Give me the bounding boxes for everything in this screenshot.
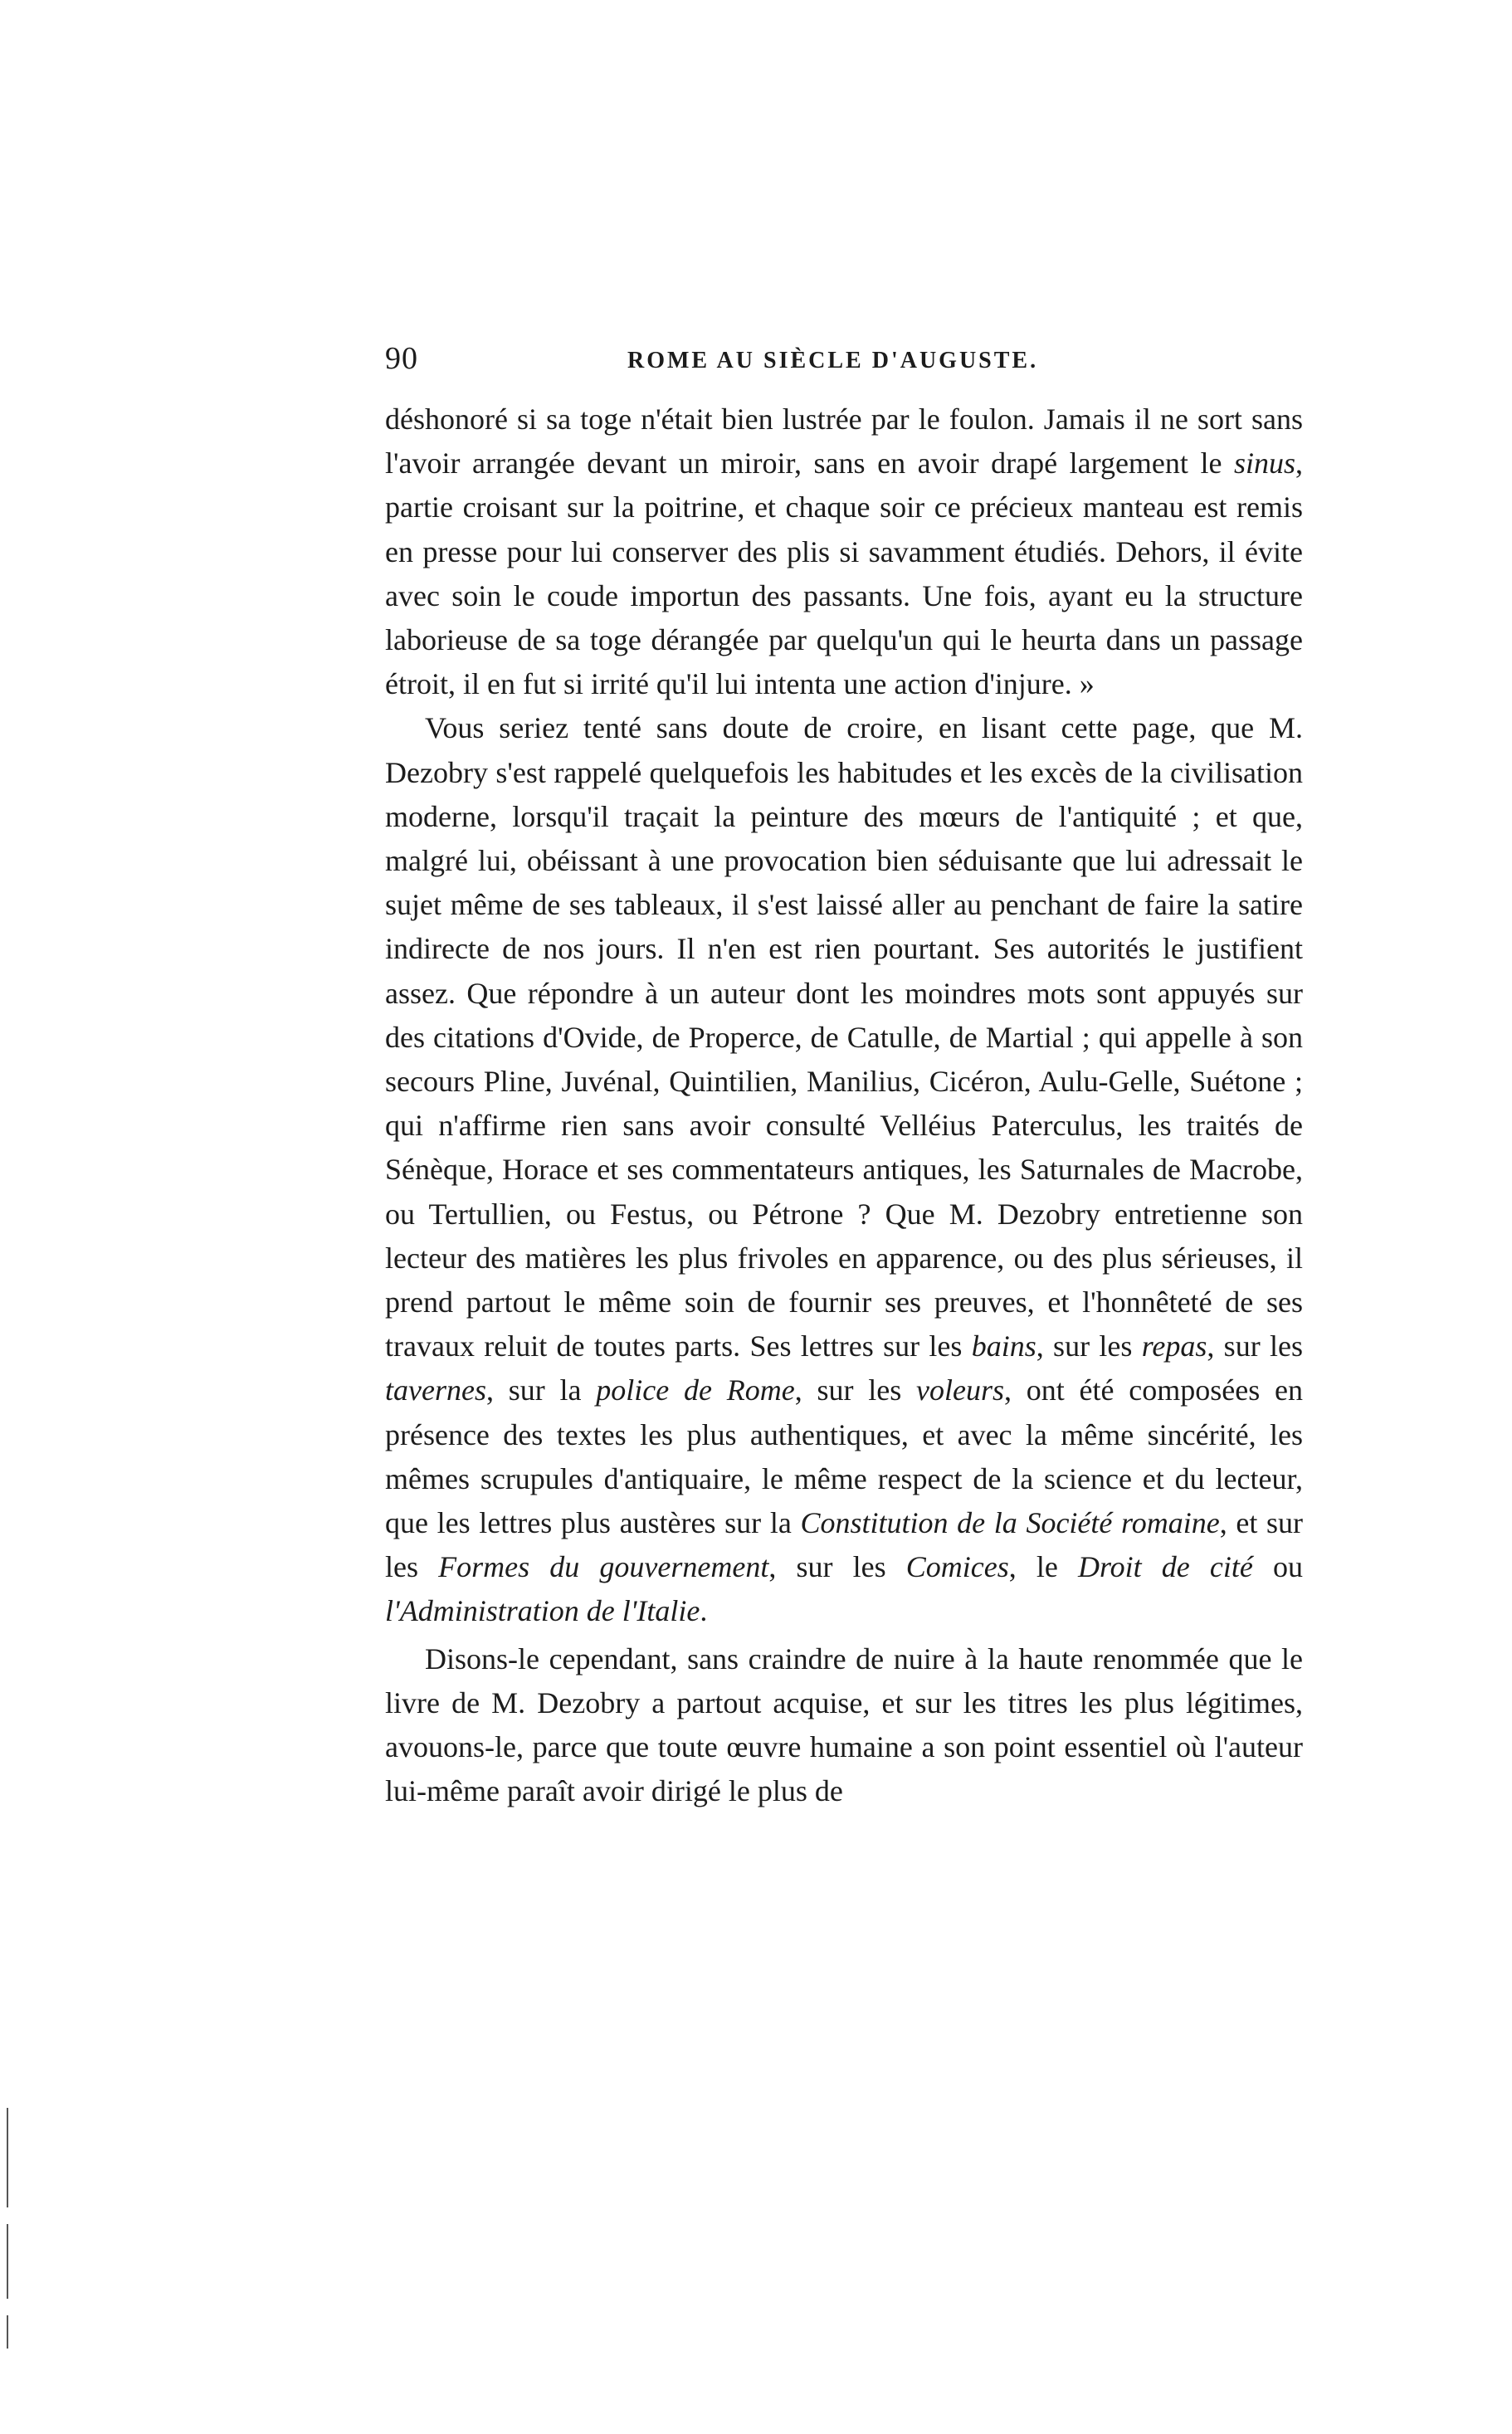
page-number: 90 — [385, 341, 418, 376]
text-run: , sur les — [1207, 1329, 1303, 1363]
text-run: déshonoré si sa toge n'était bien lustrée par le foulon. Jamais il ne sort sans l'avoir arrangée devant un miroir, sans en avoir drapé largement le — [385, 402, 1303, 480]
paragraph — [385, 706, 1303, 1633]
italic-text: l'Administration de l'Italie — [385, 1594, 700, 1628]
text-run: , le — [1008, 1550, 1078, 1584]
italic-text: bains — [971, 1329, 1036, 1363]
italic-text: police de Rome — [596, 1373, 795, 1407]
text-run: ou — [1252, 1550, 1304, 1584]
text-run: Vous seriez tenté sans doute de croire, en lisant cette page, que M. Dezobry s'est rappelé quelquefois les habitudes et les excès de la civilisation moderne, lorsqu'il traçait la peinture des mœurs de l'antiquité ; et que, malgré lui, obéissant à une provocation bien séduisante que lui adressait le sujet même de ses tableaux, il s'est laissé aller au penchant de faire la satire indirecte de nos jours. Il n'en est rien pourtant. Ses autorités le justifient assez. Que répondre à un auteur dont les moindres mots sont appuyés sur des citations d'Ovide, de Properce, de Catulle, de Martial ; qui appelle à son secours Pline, Juvénal, Quintilien, Manilius, Cicéron, Aulu-Gelle, Suétone ; qui n'affirme rien sans avoir consulté Velléius Paterculus, les traités de Sénèque, Horace et ses commentateurs antiques, les Saturnales de Macrobe, ou Tertullien, ou Festus, ou Pétrone ? Que M. Dezobry entretienne son lecteur des matières les plus frivoles en apparence, ou des plus sérieuses, il prend partout le même soin de fournir ses preuves, et l'honnêteté de ses travaux reluit de toutes parts. Ses lettres sur les — [385, 711, 1303, 1363]
italic-text: Comices — [905, 1550, 1009, 1584]
body-text — [385, 398, 1303, 1814]
paragraph — [385, 1637, 1303, 1814]
text-run: , sur les — [794, 1373, 917, 1407]
italic-text: tavernes — [385, 1373, 486, 1407]
text-run: . — [700, 1594, 708, 1628]
text-run: , sur les — [768, 1550, 906, 1584]
text-run: , partie croisant sur la poitrine, et chaque soir ce précieux manteau est remis en presse pour lui conserver des plis si savamment étudiés. Dehors, il évite avec soin le coude importun des passants. Une fois, ayant eu la structure laborieuse de sa toge dérangée par quelqu'un qui le heurta dans un passage étroit, il en fut si irrité qu'il lui intenta une action d'injure. » — [385, 446, 1303, 701]
margin-scan-marks — [0, 2108, 25, 2407]
italic-text: voleurs — [916, 1373, 1005, 1407]
text-run: Disons-le cependant, sans craindre de nuire à la haute renommée que le livre de M. Dezobry a partout acquise, et sur les titres les plus légitimes, avouons-le, parce que toute œuvre humaine a son point essentiel où l'auteur lui-même paraît avoir dirigé le plus de — [385, 1641, 1303, 1808]
scan-mark — [7, 2224, 8, 2299]
scan-mark — [7, 2315, 8, 2349]
italic-text: Constitution de la Société romaine — [800, 1506, 1220, 1540]
italic-text: sinus — [1233, 446, 1295, 480]
running-title: ROME AU SIÈCLE D'AUGUSTE. — [627, 348, 1039, 373]
italic-text: Formes du gouvernement — [438, 1550, 769, 1584]
text-run: , et sur les — [385, 1506, 1303, 1584]
scan-mark — [7, 2108, 8, 2207]
italic-text: Droit de cité — [1077, 1550, 1253, 1584]
text-run: , ont été composées en présence des textes les plus authentiques, et avec la même sincérité, les mêmes scrupules d'antiquaire, le même respect de la science et du lecteur, que les lettres plus austères sur la — [385, 1373, 1303, 1540]
page-header — [385, 340, 1305, 390]
italic-text: repas — [1141, 1329, 1207, 1363]
paragraph — [385, 398, 1303, 706]
text-run: , sur les — [1036, 1329, 1142, 1363]
text-run: , sur la — [485, 1373, 597, 1407]
